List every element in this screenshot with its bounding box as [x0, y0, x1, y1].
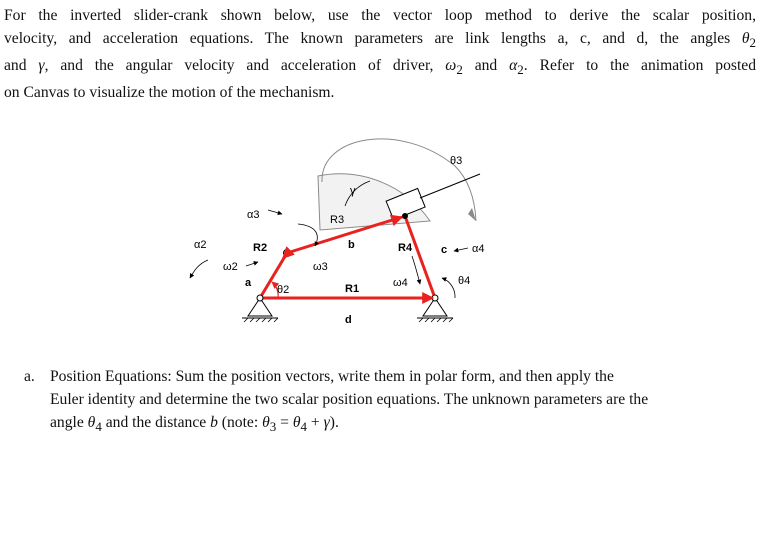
label-r2: R2 [253, 242, 268, 254]
subscript: 2 [749, 35, 756, 51]
label-r4: R4 [398, 242, 413, 254]
theta-symbol: θ [741, 30, 750, 47]
subscript: 3 [269, 419, 277, 435]
alpha3-arrow [268, 210, 282, 214]
part-a-question [24, 365, 748, 438]
label-alpha4: α4 [472, 243, 485, 255]
intro-line-1: For the inverted slider-crank shown below, use the vector loop method to derive the scalar position, [4, 7, 756, 24]
alpha-symbol: α [509, 57, 518, 75]
slider-crank-diagram [150, 126, 485, 336]
part-a-text: ). [329, 414, 339, 431]
gamma-symbol: γ [323, 414, 330, 431]
alpha4-arrow [454, 248, 468, 251]
intro-text: . Refer to the animation posted [523, 57, 756, 75]
label-alpha2: α2 [194, 239, 207, 251]
alpha2-arrow [190, 260, 208, 278]
label-a: a [245, 277, 252, 289]
intro-line-4: on Canvas to visualize the motion of the mechanism. [4, 84, 335, 102]
label-gamma: γ [350, 185, 356, 197]
gamma-symbol: γ [38, 57, 45, 75]
intro-text: and [462, 57, 510, 75]
part-a-text: and the distance [101, 414, 211, 431]
label-theta3: θ3 [450, 155, 463, 167]
label-r3: R3 [330, 214, 345, 226]
subscript: 2 [456, 62, 463, 78]
intro-text: velocity, and acceleration equations. The known parameters are link lengths a, c, and d, the angles [4, 30, 742, 47]
theta-symbol: θ [262, 414, 270, 431]
intro-line-2 [4, 27, 756, 54]
intro-text: and [4, 57, 39, 75]
subscript: 4 [95, 419, 102, 435]
label-c: c [441, 244, 448, 256]
part-a-text: angle [50, 414, 88, 431]
slider-rod [420, 174, 480, 198]
plus-sign: + [307, 414, 324, 431]
theta4-arc [442, 278, 455, 298]
label-theta4: θ4 [458, 275, 471, 287]
link-r4 [405, 216, 435, 298]
subscript: 2 [517, 62, 524, 78]
part-a-line-1: Position Equations: Sum the position vectors, write them in polar form, and then apply the [50, 368, 614, 385]
label-alpha3: α3 [247, 209, 260, 221]
part-a-text: (note: [217, 414, 263, 431]
label-omega4: ω4 [393, 277, 408, 289]
label-b: b [348, 239, 355, 251]
label-d: d [345, 314, 352, 326]
intro-text: , and the angular velocity and acceleration of driver, [44, 57, 446, 75]
joint-slider [402, 213, 408, 219]
problem-statement [4, 4, 756, 104]
omega2-arrow [246, 262, 258, 266]
part-a-label: a. [24, 368, 35, 385]
label-omega2: ω2 [223, 261, 238, 273]
part-a-line-2: Euler identity and determine the two scalar position equations. The unknown parameters are the [50, 391, 649, 408]
omega3-arc [298, 224, 317, 246]
b-symbol: b [210, 414, 218, 431]
label-theta2: θ2 [277, 284, 290, 296]
theta-symbol: θ [292, 414, 301, 431]
omega-symbol: ω [445, 57, 457, 75]
theta-symbol: θ [87, 414, 96, 431]
label-omega3: ω3 [313, 261, 328, 273]
part-a-line-3 [24, 411, 748, 438]
intro-line-3 [4, 54, 756, 81]
equals-sign: = [276, 414, 293, 431]
subscript: 4 [300, 419, 308, 435]
omega4-arc [412, 256, 420, 284]
label-r1: R1 [345, 283, 360, 295]
